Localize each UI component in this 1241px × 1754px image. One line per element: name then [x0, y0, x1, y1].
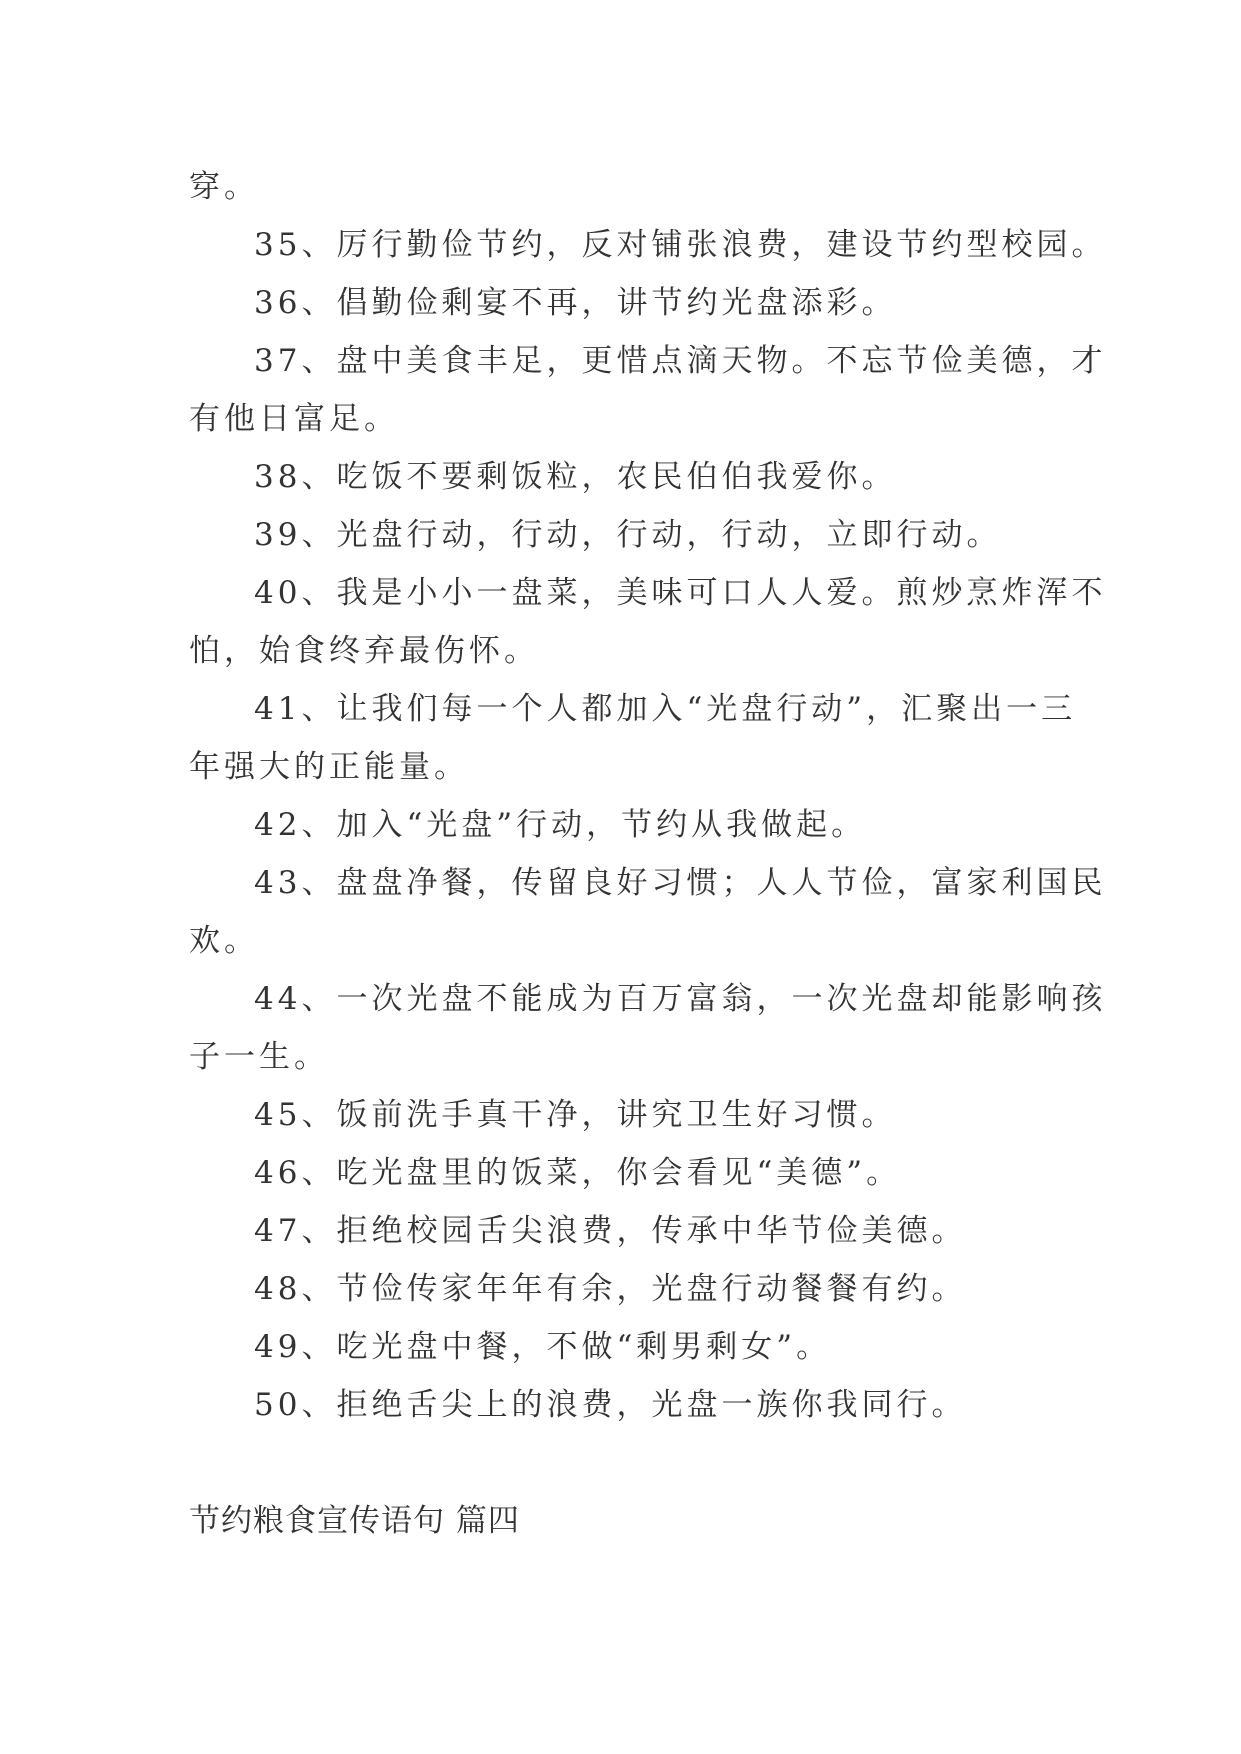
slogan-item-37-cont: 有他日富足。 — [189, 401, 399, 437]
slogan-item-49: 49、吃光盘中餐，不做“剩男剩女”。 — [254, 1329, 832, 1365]
slogan-item-50: 50、拒绝舌尖上的浪费，光盘一族你我同行。 — [254, 1387, 967, 1423]
slogan-item-42: 42、加入“光盘”行动，节约从我做起。 — [254, 807, 867, 843]
slogan-item-39: 39、光盘行动，行动，行动，行动，立即行动。 — [254, 517, 1002, 553]
slogan-item-40: 40、我是小小一盘菜，美味可口人人爱。煎炒烹炸浑不 — [254, 575, 1107, 611]
slogan-item-41: 41、让我们每一个人都加入“光盘行动”，汇聚出一三 — [254, 691, 1077, 727]
slogan-item-45: 45、饭前洗手真干净，讲究卫生好习惯。 — [254, 1097, 897, 1133]
section-heading: 节约粮食宣传语句 篇四 — [189, 1503, 520, 1539]
slogan-item-38: 38、吃饭不要剩饭粒，农民伯伯我爱你。 — [254, 459, 897, 495]
slogan-item-43-cont: 欢。 — [189, 923, 259, 959]
slogan-item-43: 43、盘盘净餐，传留良好习惯；人人节俭，富家利国民 — [254, 865, 1107, 901]
slogan-item-36: 36、倡勤俭剩宴不再，讲节约光盘添彩。 — [254, 285, 897, 321]
slogan-item-44: 44、一次光盘不能成为百万富翁，一次光盘却能影响孩 — [254, 981, 1107, 1017]
slogan-item-35: 35、厉行勤俭节约，反对铺张浪费，建设节约型校园。 — [254, 227, 1107, 263]
slogan-item-37: 37、盘中美食丰足，更惜点滴天物。不忘节俭美德，才 — [254, 343, 1107, 379]
slogan-item-44-cont: 子一生。 — [189, 1039, 329, 1075]
slogan-item-41-cont: 年强大的正能量。 — [189, 749, 469, 785]
slogan-item-47: 47、拒绝校园舌尖浪费，传承中华节俭美德。 — [254, 1213, 967, 1249]
slogan-item-40-cont: 怕，始食终弃最伤怀。 — [189, 633, 539, 669]
text-line-continuation: 穿。 — [189, 169, 259, 205]
slogan-item-48: 48、节俭传家年年有余，光盘行动餐餐有约。 — [254, 1271, 967, 1307]
slogan-item-46: 46、吃光盘里的饭菜，你会看见“美德”。 — [254, 1155, 902, 1191]
